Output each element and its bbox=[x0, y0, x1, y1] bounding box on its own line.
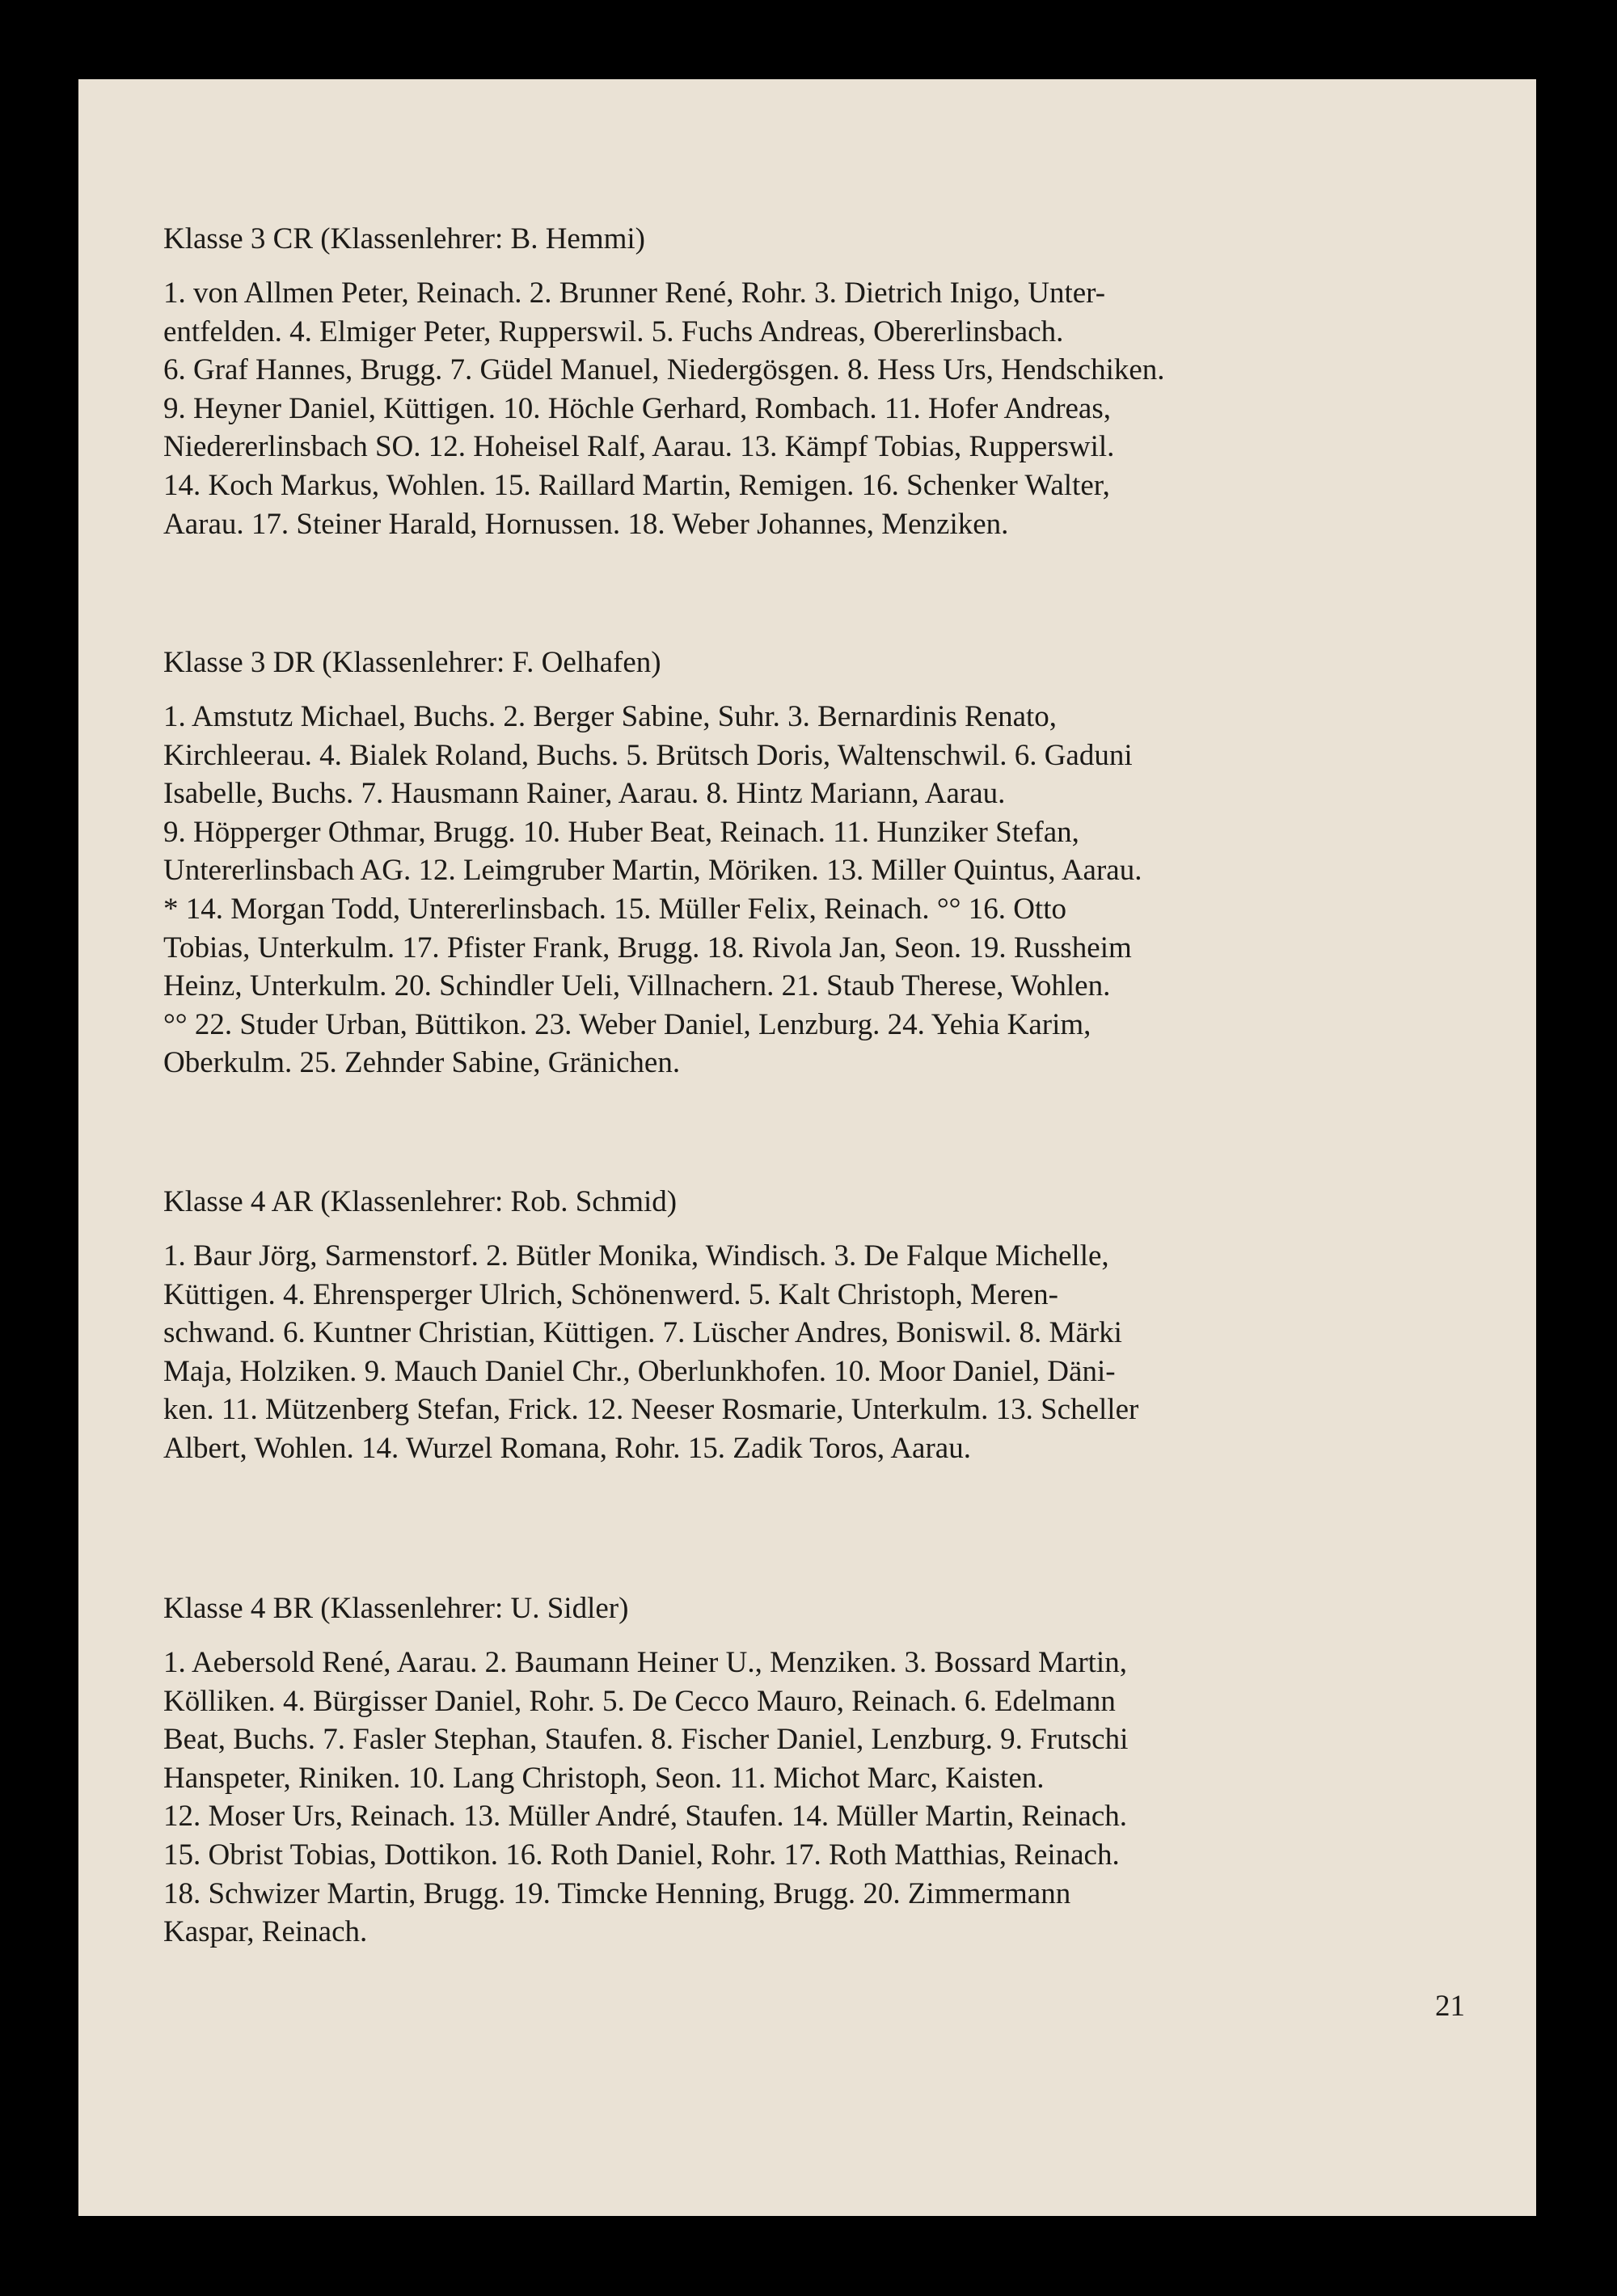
text-line: 1. Aebersold René, Aarau. 2. Baumann Heiner U., Menziken. 3. Bossard Martin, bbox=[163, 1646, 1127, 1679]
class-section-3dr bbox=[163, 644, 1408, 1083]
student-list bbox=[163, 698, 1408, 1083]
text-line: Tobias, Unterkulm. 17. Pfister Frank, Brugg. 18. Rivola Jan, Seon. 19. Russheim bbox=[163, 931, 1132, 964]
text-line: Heinz, Unterkulm. 20. Schindler Ueli, Villnachern. 21. Staub Therese, Wohlen. bbox=[163, 969, 1111, 1003]
text-line: 15. Obrist Tobias, Dottikon. 16. Roth Daniel, Rohr. 17. Roth Matthias, Reinach. bbox=[163, 1838, 1120, 1872]
text-line: 9. Höpperger Othmar, Brugg. 10. Huber Beat, Reinach. 11. Hunziker Stefan, bbox=[163, 815, 1079, 849]
student-list bbox=[163, 274, 1408, 543]
text-line: schwand. 6. Kuntner Christian, Küttigen. 7. Lüscher Andres, Boniswil. 8. Märki bbox=[163, 1316, 1122, 1350]
text-line: entfelden. 4. Elmiger Peter, Rupperswil. 5. Fuchs Andreas, Obererlinsbach. bbox=[163, 314, 1064, 348]
text-line: Oberkulm. 25. Zehnder Sabine, Gränichen. bbox=[163, 1046, 681, 1080]
student-list bbox=[163, 1237, 1408, 1468]
text-line: Beat, Buchs. 7. Fasler Stephan, Staufen. 8. Fischer Daniel, Lenzburg. 9. Frutschi bbox=[163, 1723, 1129, 1757]
section-heading: Klasse 4 AR (Klassenlehrer: Rob. Schmid) bbox=[163, 1185, 678, 1218]
text-line: 9. Heyner Daniel, Küttigen. 10. Höchle Gerhard, Rombach. 11. Hofer Andreas, bbox=[163, 391, 1112, 425]
text-line: Hanspeter, Riniken. 10. Lang Christoph, Seon. 11. Michot Marc, Kaisten. bbox=[163, 1761, 1045, 1795]
text-line: 12. Moser Urs, Reinach. 13. Müller André, Staufen. 14. Müller Martin, Reinach. bbox=[163, 1800, 1127, 1834]
document-page bbox=[78, 79, 1536, 2216]
text-line: Isabelle, Buchs. 7. Hausmann Rainer, Aarau. 8. Hintz Mariann, Aarau. bbox=[163, 777, 1006, 811]
section-heading: Klasse 3 CR (Klassenlehrer: B. Hemmi) bbox=[163, 222, 645, 255]
text-line: Niedererlinsbach SO. 12. Hoheisel Ralf, Aarau. 13. Kämpf Tobias, Rupperswil. bbox=[163, 430, 1115, 464]
text-line: Albert, Wohlen. 14. Wurzel Romana, Rohr. 15. Zadik Toros, Aarau. bbox=[163, 1431, 971, 1465]
text-line: 6. Graf Hannes, Brugg. 7. Güdel Manuel, Niedergösgen. 8. Hess Urs, Hendschiken. bbox=[163, 353, 1165, 387]
text-line: Kölliken. 4. Bürgisser Daniel, Rohr. 5. De Cecco Mauro, Reinach. 6. Edelmann bbox=[163, 1684, 1116, 1718]
text-line: Untererlinsbach AG. 12. Leimgruber Martin, Möriken. 13. Miller Quintus, Aarau. bbox=[163, 854, 1142, 888]
text-line: 14. Koch Markus, Wohlen. 15. Raillard Martin, Remigen. 16. Schenker Walter, bbox=[163, 468, 1110, 502]
text-line: 1. von Allmen Peter, Reinach. 2. Brunner René, Rohr. 3. Dietrich Inigo, Unter- bbox=[163, 276, 1106, 310]
text-line: Kirchleerau. 4. Bialek Roland, Buchs. 5. Brütsch Doris, Waltenschwil. 6. Gaduni bbox=[163, 738, 1133, 772]
text-line: 18. Schwizer Martin, Brugg. 19. Timcke Henning, Brugg. 20. Zimmermann bbox=[163, 1876, 1071, 1910]
text-line: Kaspar, Reinach. bbox=[163, 1915, 368, 1949]
text-line: ken. 11. Mützenberg Stefan, Frick. 12. Neeser Rosmarie, Unterkulm. 13. Scheller bbox=[163, 1393, 1139, 1427]
class-section-4br bbox=[163, 1589, 1408, 1952]
text-line: * 14. Morgan Todd, Untererlinsbach. 15. Müller Felix, Reinach. °° 16. Otto bbox=[163, 892, 1066, 926]
section-heading: Klasse 4 BR (Klassenlehrer: U. Sidler) bbox=[163, 1592, 629, 1625]
class-section-4ar bbox=[163, 1183, 1408, 1468]
text-line: Aarau. 17. Steiner Harald, Hornussen. 18. Weber Johannes, Menziken. bbox=[163, 507, 1009, 541]
student-list bbox=[163, 1644, 1408, 1952]
text-line: Küttigen. 4. Ehrensperger Ulrich, Schönenwerd. 5. Kalt Christoph, Meren- bbox=[163, 1277, 1059, 1311]
text-line: °° 22. Studer Urban, Büttikon. 23. Weber Daniel, Lenzburg. 24. Yehia Karim, bbox=[163, 1007, 1091, 1041]
page-number: 21 bbox=[1435, 1990, 1465, 2023]
text-line: 1. Baur Jörg, Sarmenstorf. 2. Bütler Monika, Windisch. 3. De Falque Michelle, bbox=[163, 1239, 1109, 1273]
class-section-3cr bbox=[163, 220, 1408, 543]
text-line: 1. Amstutz Michael, Buchs. 2. Berger Sabine, Suhr. 3. Bernardinis Renato, bbox=[163, 700, 1058, 733]
text-line: Maja, Holziken. 9. Mauch Daniel Chr., Oberlunkhofen. 10. Moor Daniel, Däni- bbox=[163, 1354, 1116, 1388]
section-heading: Klasse 3 DR (Klassenlehrer: F. Oelhafen) bbox=[163, 646, 661, 679]
